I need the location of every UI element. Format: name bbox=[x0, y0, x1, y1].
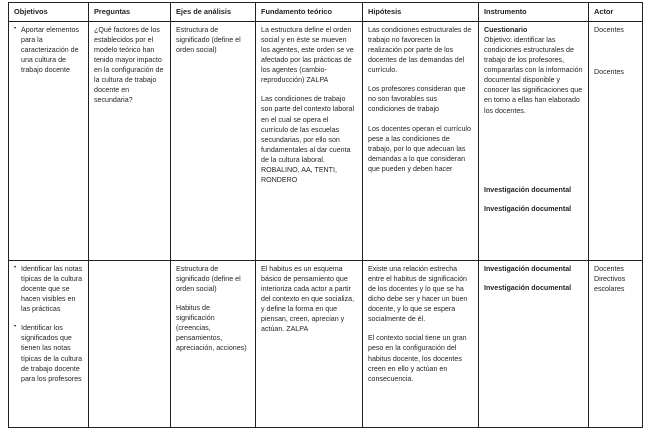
cell-instrumento-row1 bbox=[479, 22, 589, 261]
actor-text-row2-1: Directivos escolares bbox=[594, 275, 626, 294]
instrumento-block-row1 bbox=[484, 25, 583, 116]
column-header-hipotesis: Hipótesis bbox=[363, 3, 479, 22]
research-matrix-table bbox=[8, 2, 643, 428]
instrumento-bold-row1-0: Investigación documental bbox=[484, 185, 572, 194]
ejes-text-row1-0: Estructura de significado (define el orden social) bbox=[176, 26, 241, 55]
cell-ejes-row1 bbox=[171, 22, 256, 261]
cell-fundamento-row1 bbox=[256, 22, 363, 261]
hipotesis-text-row2-0: Existe una relación estrecha entre el habitus de significación de los docentes y lo que se ha dicho debe ser y hacer un buen docente, y lo que se espera socialmente de él. bbox=[368, 265, 468, 324]
actor-text-row1-0: Docentes bbox=[594, 26, 624, 34]
cell-preguntas-row1 bbox=[89, 22, 171, 261]
instrumento-bold-row2-0: Investigación documental bbox=[484, 265, 572, 273]
fundamento-text-row2-0: El habitus es un esquema básico de pensamiento que interioriza cada actor a partir del contexto en que socializa, y define la forma en que piensan, creen, aprecian y actúan. ZALPA bbox=[261, 265, 355, 334]
column-header-actor: Actor bbox=[589, 3, 643, 22]
objetivos-list-row1 bbox=[14, 25, 83, 75]
research-matrix-container bbox=[8, 2, 642, 412]
fundamento-text-row1-1: Las condiciones de trabajo son parte del contexto laboral en el cual se opera el currículo de las escuelas secundarias, por ello son fundamentales al dar cuenta de la cultura laboral. ROBALINO, AA, TENTI, RONDERO bbox=[261, 95, 355, 184]
column-header-fundamento-teorico: Fundamento teórico bbox=[256, 3, 363, 22]
table-row bbox=[9, 22, 643, 261]
instrumento-heading-row1: Cuestionario bbox=[484, 26, 528, 34]
cell-instrumento-row2 bbox=[479, 261, 589, 428]
column-header-objetivos: Objetivos bbox=[9, 3, 89, 22]
cell-actor-row1 bbox=[589, 22, 643, 261]
cell-hipotesis-row1 bbox=[363, 22, 479, 261]
cell-ejes-row2 bbox=[171, 261, 256, 428]
table-body bbox=[9, 22, 643, 428]
actor-text-row1-1: Docentes bbox=[594, 68, 624, 77]
list-item: • Identificar los significados que tienen las notas típicas de la cultura de trabajo docente para los profesores bbox=[14, 323, 83, 383]
list-item: • Identificar las notas típicas de la cultura docente que se hacen visibles en las prácticas bbox=[14, 264, 83, 314]
cell-preguntas-row2 bbox=[89, 261, 171, 428]
table-row bbox=[9, 261, 643, 428]
instrumento-bold-row2-1: Investigación documental bbox=[484, 284, 572, 293]
actor-text-row2-0: Docentes bbox=[594, 265, 624, 273]
column-header-instrumento: Instrumento bbox=[479, 3, 589, 22]
hipotesis-text-row1-1: Los profesores consideran que no son favorables sus condiciones de trabajo bbox=[368, 85, 466, 114]
fundamento-text-row1-0: La estructura define el orden social y en éste se mueven los agentes, este orden se ve afectado por las prácticas de los agentes (cambio-reproducción) ZALPA bbox=[261, 26, 354, 85]
cell-fundamento-row2 bbox=[256, 261, 363, 428]
ejes-text-row2-1: Habitus de significación (creencias, pensamientos, apreciación, acciones) bbox=[176, 304, 247, 353]
header-row bbox=[9, 3, 643, 22]
cell-objetivos-row1 bbox=[9, 22, 89, 261]
cell-hipotesis-row2 bbox=[363, 261, 479, 428]
cell-actor-row2 bbox=[589, 261, 643, 428]
preguntas-text-row1: ¿Qué factores de los establecidos por el modelo teórico han tenido mayor impacto en la configuración de la cultura de trabajo docente en secundaria? bbox=[94, 26, 164, 105]
actor-spacer-row1 bbox=[594, 44, 637, 67]
hipotesis-text-row2-1: El contexto social tiene un gran peso en la configuración del habitus docente, los docentes creen en ello y actúan en consecuencia. bbox=[368, 334, 467, 383]
cell-objetivos-row2 bbox=[9, 261, 89, 428]
objetivos-list-row2 bbox=[14, 264, 83, 384]
table-header bbox=[9, 3, 643, 22]
column-header-preguntas: Preguntas bbox=[89, 3, 171, 22]
hipotesis-text-row1-2: Los docentes operan el currículo pese a las condiciones de trabajo, por lo que adecuan las demandas a lo que consideran que pueden y deben hacer bbox=[368, 124, 471, 173]
list-item: • Aportar elementos para la caracterización de una cultura de trabajo docente bbox=[14, 25, 83, 75]
hipotesis-text-row1-0: Las condiciones estructurales de trabajo no favorecen la realización por parte de los docentes de las demandas del currículo. bbox=[368, 26, 472, 75]
instrumento-spacer-row1 bbox=[484, 125, 583, 185]
ejes-text-row2-0: Estructura de significado (define el orden social) bbox=[176, 265, 241, 294]
column-header-ejes-de-analisis: Ejes de análisis bbox=[171, 3, 256, 22]
instrumento-objective-row1: Objetivo: identificar las condiciones estructurales de trabajo de los profesores, compararlas con la información documental disponible y conocer las significaciones que en torno a ellas han elaborado los docentes. bbox=[484, 36, 583, 115]
instrumento-bold-row1-1: Investigación documental bbox=[484, 204, 572, 213]
